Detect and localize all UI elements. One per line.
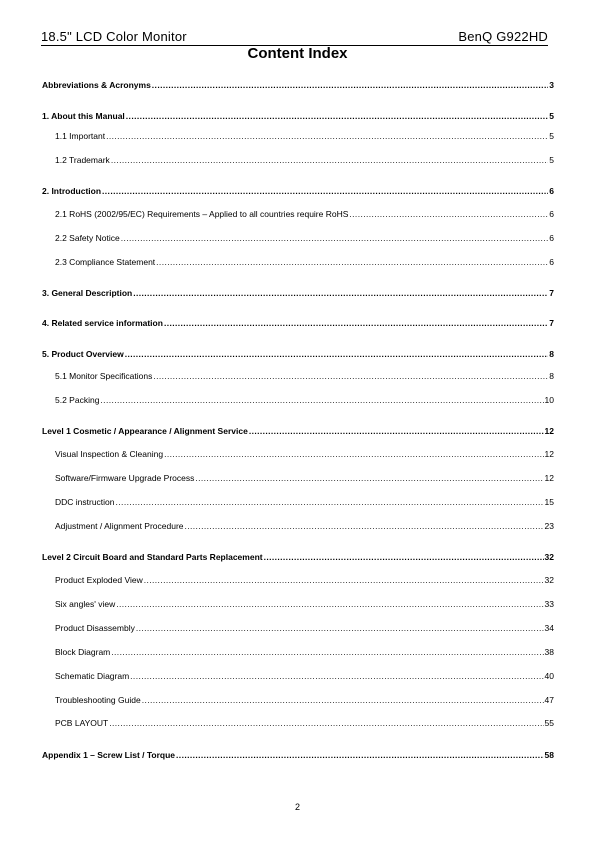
toc-entry[interactable] bbox=[42, 287, 554, 299]
toc-entry-page: 34 bbox=[544, 623, 554, 633]
toc-entry-label: Product Disassembly bbox=[55, 623, 135, 633]
page-header bbox=[41, 29, 548, 46]
toc-entry[interactable] bbox=[55, 448, 554, 460]
toc-leader-dots bbox=[106, 130, 548, 142]
toc-entry[interactable] bbox=[55, 574, 554, 586]
toc-leader-dots bbox=[185, 520, 544, 532]
toc-leader-dots bbox=[109, 717, 543, 729]
toc-entry-label: Block Diagram bbox=[55, 647, 111, 657]
toc-entry-label: 4. Related service information bbox=[42, 318, 163, 328]
toc-leader-dots bbox=[142, 694, 544, 706]
toc-leader-dots bbox=[249, 425, 544, 437]
toc-entry-label: Product Exploded View bbox=[55, 575, 143, 585]
toc-entry[interactable] bbox=[55, 370, 554, 382]
toc-entry-page: 32 bbox=[544, 575, 554, 585]
toc-leader-dots bbox=[100, 394, 543, 406]
toc-entry-label: Software/Firmware Upgrade Process bbox=[55, 473, 195, 483]
toc-entry-page: 7 bbox=[549, 288, 554, 298]
toc-entry-label: Abbreviations & Acronyms bbox=[42, 80, 151, 90]
toc-leader-dots bbox=[195, 472, 543, 484]
toc-entry[interactable] bbox=[55, 520, 554, 532]
toc-entry[interactable] bbox=[55, 670, 554, 682]
toc-leader-dots bbox=[152, 79, 548, 91]
toc-entry-page: 23 bbox=[544, 521, 554, 531]
toc-entry[interactable] bbox=[55, 130, 554, 142]
toc-entry[interactable] bbox=[55, 472, 554, 484]
page-number: 2 bbox=[294, 802, 300, 812]
toc-entry-page: 7 bbox=[549, 318, 554, 328]
toc-entry-label: Level 2 Circuit Board and Standard Parts Replacement bbox=[42, 552, 263, 562]
toc-leader-dots bbox=[125, 348, 549, 360]
toc-entry-page: 12 bbox=[544, 473, 554, 483]
header-model-name: BenQ G922HD bbox=[458, 29, 548, 44]
toc-entry-page: 32 bbox=[544, 552, 554, 562]
toc-entry[interactable] bbox=[42, 79, 554, 91]
toc-entry[interactable] bbox=[42, 185, 554, 197]
toc-entry-label: Six angles' view bbox=[55, 599, 116, 609]
toc-entry-label: 1. About this Manual bbox=[42, 111, 125, 121]
toc-entry-page: 5 bbox=[549, 131, 554, 141]
toc-entry[interactable] bbox=[42, 425, 554, 437]
toc-leader-dots bbox=[153, 370, 548, 382]
toc-entry[interactable] bbox=[55, 232, 554, 244]
toc-leader-dots bbox=[176, 749, 543, 761]
toc-entry[interactable] bbox=[55, 394, 554, 406]
toc-entry[interactable] bbox=[42, 110, 554, 122]
toc-entry-label: Level 1 Cosmetic / Appearance / Alignment Service bbox=[42, 426, 248, 436]
toc-entry-label: 1.1 Important bbox=[55, 131, 106, 141]
toc-leader-dots bbox=[156, 256, 548, 268]
toc-leader-dots bbox=[264, 551, 544, 563]
toc-leader-dots bbox=[111, 646, 543, 658]
toc-entry[interactable] bbox=[42, 317, 554, 329]
toc-leader-dots bbox=[133, 287, 548, 299]
toc-entry[interactable] bbox=[55, 256, 554, 268]
toc-entry-label: 2.2 Safety Notice bbox=[55, 233, 120, 243]
toc-entry-page: 40 bbox=[544, 671, 554, 681]
toc-entry-label: 5.2 Packing bbox=[55, 395, 100, 405]
toc-leader-dots bbox=[136, 622, 544, 634]
toc-entry-page: 5 bbox=[549, 155, 554, 165]
toc-entry[interactable] bbox=[55, 496, 554, 508]
toc-entry-page: 5 bbox=[549, 111, 554, 121]
toc-entry-label: Schematic Diagram bbox=[55, 671, 130, 681]
toc-entry-page: 12 bbox=[544, 426, 554, 436]
toc-leader-dots bbox=[111, 154, 548, 166]
toc-entry[interactable] bbox=[42, 348, 554, 360]
toc-entry[interactable] bbox=[55, 694, 554, 706]
toc-entry[interactable] bbox=[55, 622, 554, 634]
toc-entry-page: 38 bbox=[544, 647, 554, 657]
toc-leader-dots bbox=[116, 496, 544, 508]
toc-entry-page: 6 bbox=[549, 186, 554, 196]
toc-entry-page: 55 bbox=[544, 718, 554, 728]
toc-entry-label: DDC instruction bbox=[55, 497, 115, 507]
toc-leader-dots bbox=[116, 598, 543, 610]
toc-entry-label: 2. Introduction bbox=[42, 186, 102, 196]
toc-entry[interactable] bbox=[42, 551, 554, 563]
toc-entry-page: 47 bbox=[544, 695, 554, 705]
toc-entry-label: PCB LAYOUT bbox=[55, 718, 109, 728]
toc-entry[interactable] bbox=[55, 717, 554, 729]
toc-entry[interactable] bbox=[55, 154, 554, 166]
toc-entry-label: 1.2 Trademark bbox=[55, 155, 110, 165]
toc-entry-page: 10 bbox=[544, 395, 554, 405]
toc-entry-page: 8 bbox=[549, 349, 554, 359]
toc-entry-label: Troubleshooting Guide bbox=[55, 695, 141, 705]
toc-leader-dots bbox=[121, 232, 549, 244]
page-title: Content Index bbox=[247, 45, 348, 62]
toc-entry-page: 8 bbox=[549, 371, 554, 381]
toc-leader-dots bbox=[349, 208, 548, 220]
toc-leader-dots bbox=[126, 110, 548, 122]
toc-entry-label: 2.1 RoHS (2002/95/EC) Requirements – Applied to all countries require RoHS bbox=[55, 209, 349, 219]
toc-entry-label: 3. General Description bbox=[42, 288, 133, 298]
toc-entry[interactable] bbox=[42, 749, 554, 761]
toc-entry[interactable] bbox=[55, 598, 554, 610]
toc-entry-page: 58 bbox=[544, 750, 554, 760]
toc-leader-dots bbox=[164, 317, 548, 329]
header-product-name: 18.5" LCD Color Monitor bbox=[41, 29, 187, 44]
toc-entry-label: 5. Product Overview bbox=[42, 349, 124, 359]
toc-entry-label: Visual Inspection & Cleaning bbox=[55, 449, 164, 459]
toc-leader-dots bbox=[102, 185, 548, 197]
toc-entry-page: 33 bbox=[544, 599, 554, 609]
toc-entry-page: 6 bbox=[549, 209, 554, 219]
toc-entry-page: 15 bbox=[544, 497, 554, 507]
toc-entry-page: 6 bbox=[549, 257, 554, 267]
toc-entry-label: 2.3 Compliance Statement bbox=[55, 257, 156, 267]
toc-entry[interactable] bbox=[55, 646, 554, 658]
toc-entry-page: 3 bbox=[549, 80, 554, 90]
toc-entry-label: Adjustment / Alignment Procedure bbox=[55, 521, 184, 531]
toc-entry[interactable] bbox=[55, 208, 554, 220]
toc-entry-label: Appendix 1 – Screw List / Torque bbox=[42, 750, 176, 760]
toc-entry-page: 6 bbox=[549, 233, 554, 243]
toc-leader-dots bbox=[130, 670, 543, 682]
toc-leader-dots bbox=[164, 448, 543, 460]
toc-entry-label: 5.1 Monitor Specifications bbox=[55, 371, 153, 381]
toc-leader-dots bbox=[144, 574, 544, 586]
toc-entry-page: 12 bbox=[544, 449, 554, 459]
